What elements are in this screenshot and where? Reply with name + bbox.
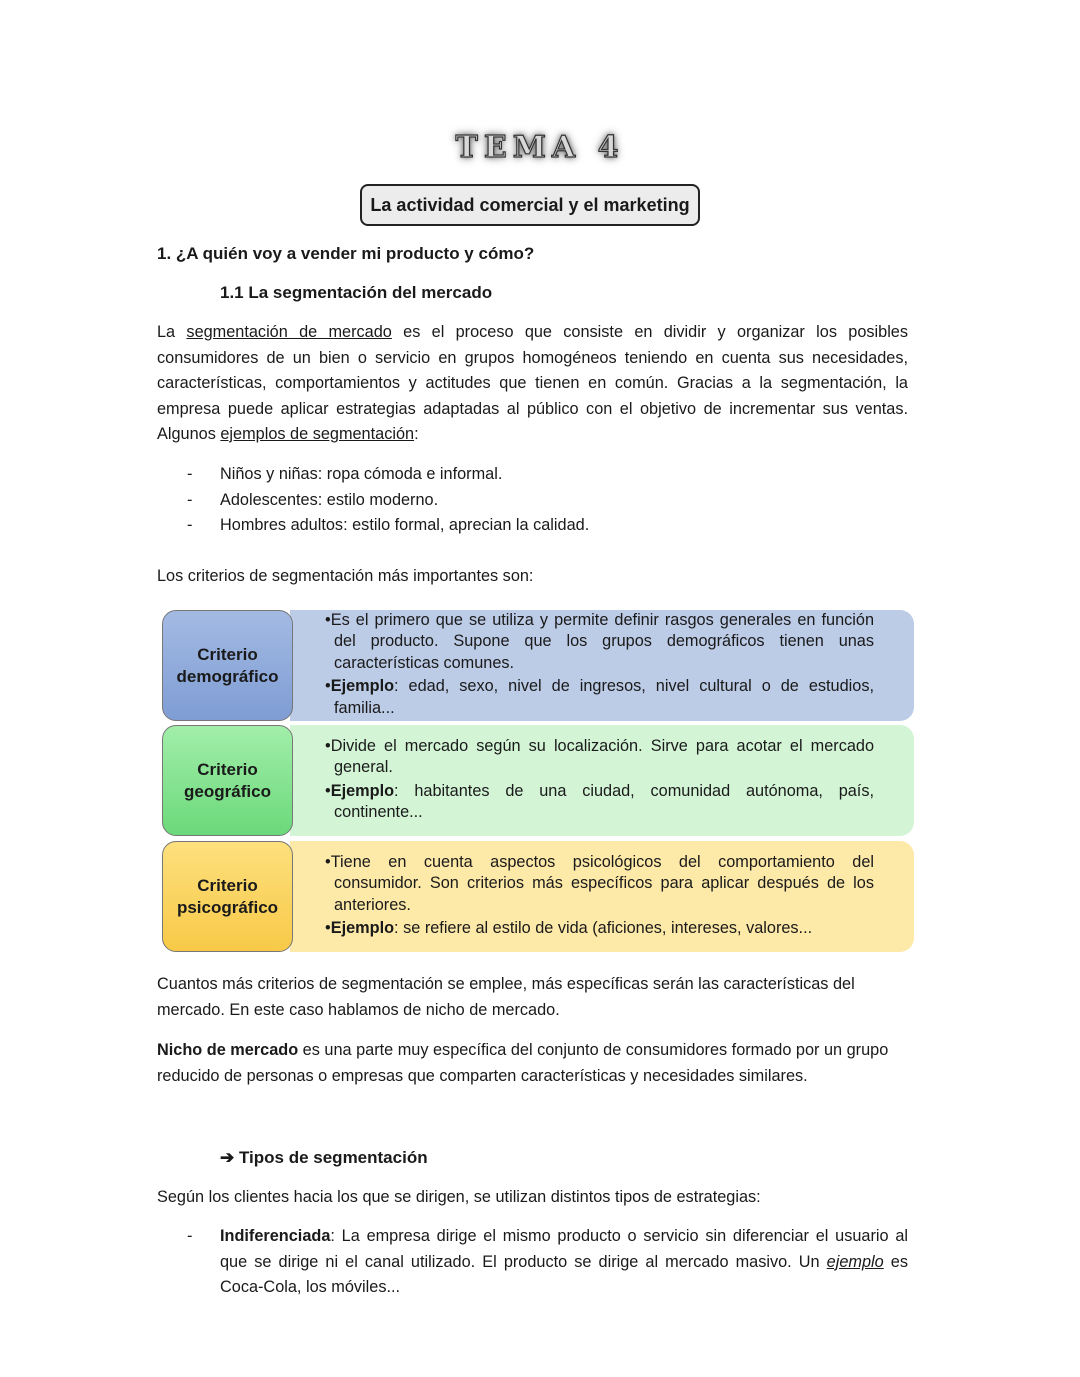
list-item: - Adolescentes: estilo moderno. <box>187 490 439 509</box>
label: Ejemplo <box>330 781 395 800</box>
text: es el proceso que consiste en dividir y organizar los posibles consumidores de un bien o servicio en grupos homogéneos teniendo en cuenta sus necesidades, características, comportamientos y actitudes que tienen en común. Gracias a la segmentación, la empresa puede aplicar estrategias adaptadas al público con el objetivo de incrementar sus ventas. Algunos <box>157 323 909 443</box>
list-item-text: Niños y niñas: ropa cómoda e informal. <box>220 465 503 483</box>
bullet: •Ejemplo: se refiere al estilo de vida (aficiones, intereses, valores... <box>325 919 813 937</box>
niche-paragraph: Cuantos más criterios de segmentación se emplee, más específicas serán las características del mercado. En este caso hablamos de nicho de mercado. <box>157 975 855 1019</box>
criterion-label: Criterio demográfico <box>162 610 293 721</box>
bullet: •Divide el mercado según su localización. Sirve para acotar el mercado general. <box>325 736 874 776</box>
criterion-body <box>290 610 914 721</box>
intro-paragraph <box>157 320 908 448</box>
term: Indiferenciada <box>220 1227 331 1245</box>
term-segmentacion: segmentación de mercado <box>186 323 392 341</box>
text: es una parte muy específica del conjunto de consumidores formado por un grupo reducido de personas o empresas que comparten características y necesidades similares. <box>157 1041 889 1085</box>
bullet: •Ejemplo: edad, sexo, nivel de ingresos, nivel cultural o de estudios, familia... <box>325 677 874 717</box>
criterion-label: Criterio psicográfico <box>162 841 293 952</box>
subtitle-box: La actividad comercial y el marketing <box>360 184 700 226</box>
label: Ejemplo <box>330 677 395 696</box>
term-ejemplo: ejemplo <box>826 1252 884 1271</box>
criteria-intro: Los criterios de segmentación más importantes son: <box>157 567 534 585</box>
text: : se refiere al estilo de vida (aficiones, intereses, valores... <box>394 919 813 937</box>
bullet: •Tiene en cuenta aspectos psicológicos del comportamiento del consumidor. Son criterios más específicos para aplicar después de los anteriores. <box>325 852 874 914</box>
examples-list <box>157 462 908 539</box>
text: : habitantes de una ciudad, comunidad autónoma, país, continente... <box>334 781 874 821</box>
list-item: - Niños y niñas: ropa cómoda e informal. <box>187 465 503 483</box>
text: La <box>157 323 187 341</box>
criterion-demografico <box>162 610 914 721</box>
niche-definition <box>157 1038 908 1089</box>
criterion-body <box>290 841 914 952</box>
tema-title: TEMA 4 <box>455 130 625 165</box>
criterion-psicografico <box>162 841 914 952</box>
text: : edad, sexo, nivel de ingresos, nivel cultural o de estudios, familia... <box>334 677 874 717</box>
types-intro: Según los clientes hacia los que se dirigen, se utilizan distintos tipos de estrategias: <box>157 1188 761 1206</box>
text: Es el primero que se utiliza y permite definir rasgos generales en función del producto. Supone que los grupos demográficos tienen unas características comunes. <box>330 610 874 672</box>
section-heading: 1. ¿A quién voy a vender mi producto y cómo? <box>157 244 535 263</box>
text: : La empresa dirige el mismo producto o servicio sin diferenciar el usuario al que se dirige ni el canal utilizado. El producto se dirige al mercado masivo. Un <box>220 1227 908 1271</box>
term-ejemplos: ejemplos de segmentación <box>220 425 415 443</box>
label: Ejemplo <box>330 919 395 937</box>
text: es Coca-Cola, los móviles... <box>220 1252 908 1297</box>
term: Nicho de mercado <box>157 1041 299 1059</box>
criterion-geografico <box>162 725 914 836</box>
list-item-text: Hombres adultos: estilo formal, aprecian la calidad. <box>220 516 590 535</box>
subsection-heading: 1.1 La segmentación del mercado <box>220 283 493 302</box>
criterion-label: Criterio geográfico <box>162 725 293 836</box>
text: Divide el mercado según su localización. Sirve para acotar el mercado general. <box>330 736 874 776</box>
list-item-text: Adolescentes: estilo moderno. <box>220 490 439 509</box>
bullet: •Es el primero que se utiliza y permite definir rasgos generales en función del producto. Supone que los grupos demográficos tienen unas características comunes. <box>325 610 874 672</box>
criterion-body <box>290 725 914 836</box>
types-list <box>157 1224 908 1301</box>
text: Tiene en cuenta aspectos psicológicos del comportamiento del consumidor. Son criterios más específicos para aplicar después de los anteriores. <box>330 852 874 914</box>
text: : <box>414 425 419 443</box>
list-item: - Indiferenciada: La empresa dirige el mismo producto o servicio sin diferenciar el usuario al que se dirige ni el canal utilizado. El producto se dirige al mercado masivo. Un ejemplo es Coca-Cola, los móviles... <box>187 1227 908 1297</box>
types-heading: ➔ Tipos de segmentación <box>220 1148 428 1167</box>
list-item: - Hombres adultos: estilo formal, aprecian la calidad. <box>187 516 590 535</box>
bullet: •Ejemplo: habitantes de una ciudad, comunidad autónoma, país, continente... <box>325 781 874 821</box>
